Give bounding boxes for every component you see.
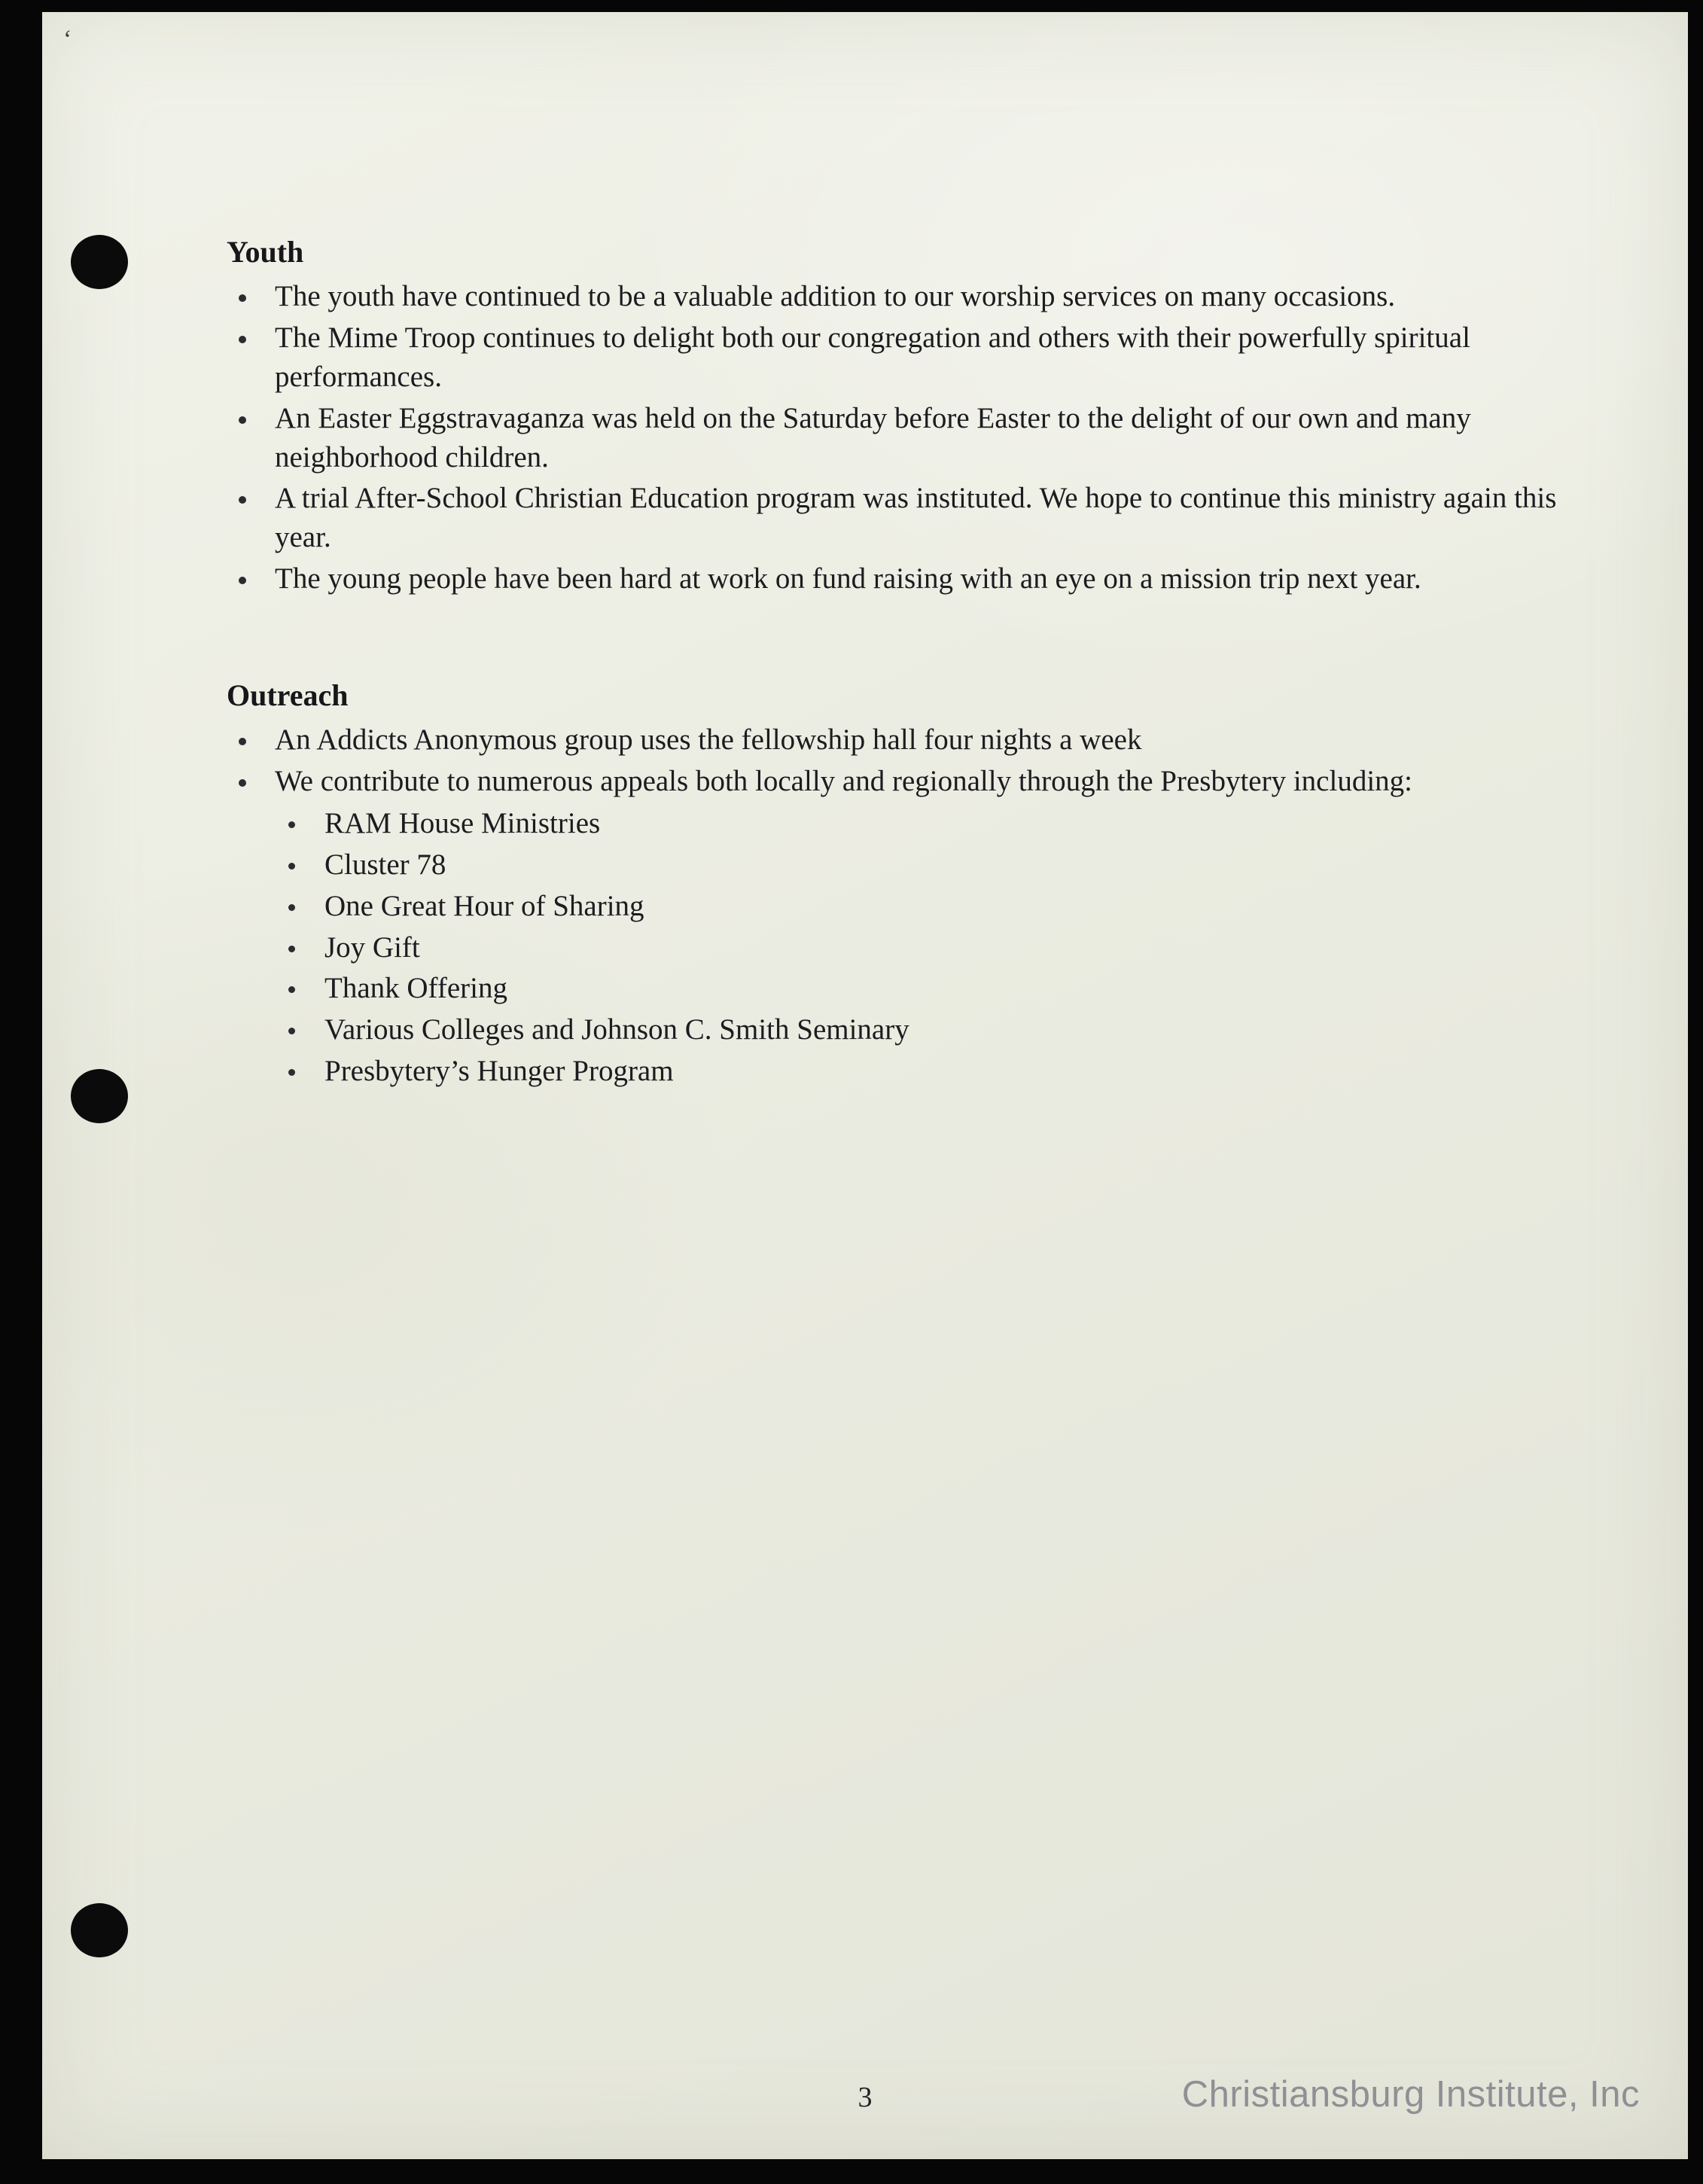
bullet-dot-icon (288, 1028, 295, 1034)
section-heading-youth: Youth (227, 235, 304, 269)
bullet-icon (275, 1052, 324, 1076)
list-item (227, 277, 1576, 316)
sub-list-item-text: Various Colleges and Johnson C. Smith Seminary (324, 1013, 909, 1046)
sub-list-item-text: Presbytery’s Hunger Program (324, 1055, 674, 1088)
punch-hole-top (71, 235, 128, 289)
list-item (227, 399, 1576, 477)
youth-list (227, 277, 1576, 599)
sub-list-item (275, 928, 1576, 967)
bullet-icon (275, 969, 324, 993)
bullet-icon (227, 479, 275, 504)
bullet-dot-icon (239, 577, 246, 584)
outreach-list (227, 720, 1576, 1093)
bullet-dot-icon (288, 946, 295, 952)
list-item (227, 720, 1576, 760)
list-item-text: An Addicts Anonymous group uses the fellowship hall four nights a week (275, 723, 1142, 757)
sub-list-item (275, 969, 1576, 1008)
bullet-dot-icon (239, 496, 246, 504)
bullet-dot-icon (239, 336, 246, 343)
list-item (227, 318, 1576, 397)
bullet-icon (275, 804, 324, 828)
list-item (227, 479, 1576, 557)
bullet-dot-icon (239, 779, 246, 787)
bullet-icon (227, 399, 275, 424)
list-item-text: The youth have continued to be a valuable addition to our worship services on many occasions. (275, 280, 1396, 313)
punch-hole-bottom (71, 1903, 128, 1957)
bullet-icon (227, 559, 275, 584)
bullet-dot-icon (288, 863, 295, 870)
sub-list-item-text: Thank Offering (324, 972, 507, 1005)
bullet-icon (227, 277, 275, 302)
sub-list-item-text: RAM House Ministries (324, 806, 601, 839)
bullet-dot-icon (288, 821, 295, 828)
page-number: 3 (858, 2082, 873, 2113)
sub-list-item (275, 1010, 1576, 1049)
sub-list-item (275, 1052, 1576, 1091)
list-item-text: The Mime Troop continues to delight both our congregation and others with their powerfully spiritual performances. (275, 321, 1470, 393)
sub-list-item-text: Joy Gift (324, 931, 420, 964)
list-item-text: We contribute to numerous appeals both locally and regionally through the Presbytery including: (275, 765, 1413, 798)
bullet-dot-icon (239, 294, 246, 302)
sub-list-item-text: Cluster 78 (324, 848, 446, 881)
outreach-sublist (275, 804, 1576, 1091)
bullet-icon (275, 1010, 324, 1034)
bullet-icon (275, 887, 324, 911)
bullet-icon (227, 720, 275, 745)
list-item-text: An Easter Eggstravaganza was held on the Saturday before Easter to the delight of our own and many neighborhood children. (275, 401, 1471, 474)
list-item (227, 559, 1576, 599)
bullet-icon (275, 928, 324, 952)
sub-list-item (275, 804, 1576, 843)
list-item-text: A trial After-School Christian Education program was instituted. We hope to continue this ministry again this year. (275, 482, 1557, 554)
watermark-text: Christiansburg Institute, Inc (1181, 2074, 1640, 2115)
bullet-icon (275, 845, 324, 870)
scan-artifact-mark: ‘ (63, 26, 72, 53)
document-content (227, 232, 1576, 1095)
bullet-dot-icon (288, 1069, 295, 1076)
bullet-dot-icon (288, 986, 295, 993)
sub-list-item (275, 887, 1576, 926)
list-item (227, 762, 1576, 1093)
paper-sheet (42, 12, 1688, 2159)
bullet-dot-icon (288, 904, 295, 911)
section-heading-outreach: Outreach (227, 678, 349, 713)
punch-hole-middle (71, 1069, 128, 1123)
list-item-text: The young people have been hard at work on fund raising with an eye on a mission trip next year. (275, 562, 1421, 595)
sub-list-item-text: One Great Hour of Sharing (324, 889, 644, 922)
list-item-block (275, 762, 1576, 1093)
sub-list-item (275, 845, 1576, 885)
bullet-dot-icon (239, 738, 246, 745)
bullet-dot-icon (239, 416, 246, 424)
bullet-icon (227, 762, 275, 787)
bullet-icon (227, 318, 275, 343)
